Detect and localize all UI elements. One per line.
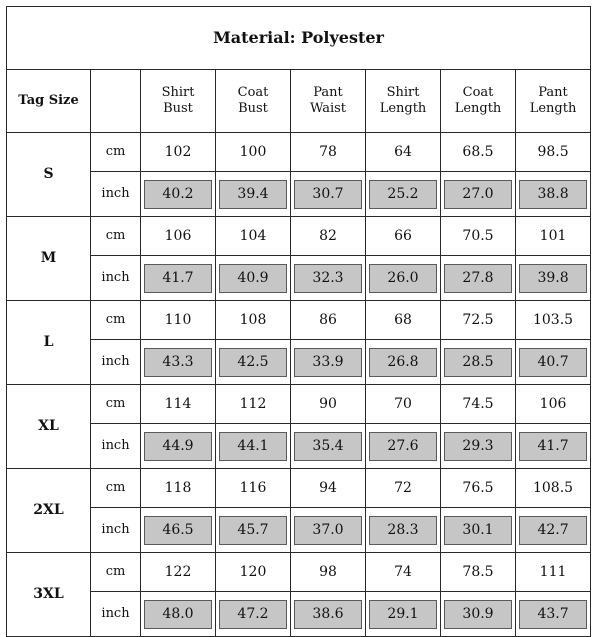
cm-value-cell: 104: [216, 217, 291, 256]
inch-value: 44.1: [219, 432, 287, 461]
inch-value: 38.6: [294, 600, 362, 629]
table-row: [7, 301, 591, 340]
inch-value: 38.8: [519, 180, 587, 209]
inch-value-cell: [366, 508, 441, 553]
inch-value: 42.5: [219, 348, 287, 377]
size-chart-table: [6, 6, 591, 637]
column-header: [291, 70, 366, 133]
table-row: [7, 385, 591, 424]
inch-value: 45.7: [219, 516, 287, 545]
column-header-line: Coat: [237, 85, 269, 101]
inch-value-cell: [291, 508, 366, 553]
cm-value-cell: 64: [366, 133, 441, 172]
inch-value: 30.1: [444, 516, 512, 545]
cm-value-cell: 68.5: [441, 133, 516, 172]
inch-value: 42.7: [519, 516, 587, 545]
inch-value-cell: [141, 592, 216, 637]
cm-value-cell: 106: [141, 217, 216, 256]
unit-label: inch: [91, 508, 141, 553]
unit-label: inch: [91, 256, 141, 301]
inch-value: 47.2: [219, 600, 287, 629]
inch-value-cell: [366, 256, 441, 301]
cm-value-cell: 74.5: [441, 385, 516, 424]
inch-value: 39.4: [219, 180, 287, 209]
unit-header: [91, 70, 141, 133]
table-row: [7, 172, 591, 217]
cm-value-cell: 112: [216, 385, 291, 424]
table-row: [7, 508, 591, 553]
inch-value-cell: [441, 256, 516, 301]
inch-value-cell: [291, 256, 366, 301]
cm-value-cell: 72: [366, 469, 441, 508]
inch-value: 35.4: [294, 432, 362, 461]
inch-value-cell: [366, 172, 441, 217]
column-header-line: Length: [529, 101, 577, 116]
inch-value-cell: [291, 172, 366, 217]
column-header: [216, 70, 291, 133]
inch-value: 37.0: [294, 516, 362, 545]
size-label: 2XL: [7, 469, 91, 553]
inch-value-cell: [216, 256, 291, 301]
inch-value-cell: [516, 340, 591, 385]
table-row: [7, 592, 591, 637]
tag-size-header: Tag Size: [7, 70, 91, 133]
cm-value-cell: 114: [141, 385, 216, 424]
unit-label: inch: [91, 424, 141, 469]
inch-value: 30.7: [294, 180, 362, 209]
inch-value: 27.8: [444, 264, 512, 293]
inch-value-cell: [216, 592, 291, 637]
unit-label: cm: [91, 217, 141, 256]
cm-value-cell: 94: [291, 469, 366, 508]
table-row: [7, 553, 591, 592]
cm-value-cell: 90: [291, 385, 366, 424]
inch-value: 28.5: [444, 348, 512, 377]
cm-value-cell: 108: [216, 301, 291, 340]
inch-value: 33.9: [294, 348, 362, 377]
cm-value-cell: 122: [141, 553, 216, 592]
inch-value-cell: [441, 424, 516, 469]
inch-value-cell: [441, 340, 516, 385]
inch-value-cell: [141, 340, 216, 385]
unit-label: inch: [91, 340, 141, 385]
inch-value-cell: [441, 172, 516, 217]
inch-value: 43.3: [144, 348, 212, 377]
cm-value-cell: 108.5: [516, 469, 591, 508]
inch-value: 43.7: [519, 600, 587, 629]
inch-value-cell: [291, 424, 366, 469]
inch-value: 25.2: [369, 180, 437, 209]
unit-label: cm: [91, 553, 141, 592]
cm-value-cell: 101: [516, 217, 591, 256]
cm-value-cell: 74: [366, 553, 441, 592]
inch-value: 41.7: [519, 432, 587, 461]
cm-value-cell: 70: [366, 385, 441, 424]
cm-value-cell: 78: [291, 133, 366, 172]
cm-value-cell: 82: [291, 217, 366, 256]
inch-value: 41.7: [144, 264, 212, 293]
inch-value-cell: [366, 592, 441, 637]
table-row: [7, 469, 591, 508]
inch-value-cell: [516, 508, 591, 553]
inch-value-cell: [516, 424, 591, 469]
cm-value-cell: 106: [516, 385, 591, 424]
column-header: [441, 70, 516, 133]
cm-value-cell: 120: [216, 553, 291, 592]
size-label: 3XL: [7, 553, 91, 637]
column-header-line: Shirt: [161, 85, 195, 101]
inch-value-cell: [216, 340, 291, 385]
column-header-line: Coat: [462, 85, 494, 101]
inch-value-cell: [141, 508, 216, 553]
cm-value-cell: 111: [516, 553, 591, 592]
inch-value: 40.2: [144, 180, 212, 209]
inch-value-cell: [516, 592, 591, 637]
cm-value-cell: 110: [141, 301, 216, 340]
inch-value: 30.9: [444, 600, 512, 629]
cm-value-cell: 98.5: [516, 133, 591, 172]
column-header-line: Pant: [538, 85, 568, 101]
inch-value-cell: [441, 508, 516, 553]
size-label: XL: [7, 385, 91, 469]
inch-value-cell: [141, 256, 216, 301]
size-label: M: [7, 217, 91, 301]
inch-value: 32.3: [294, 264, 362, 293]
cm-value-cell: 78.5: [441, 553, 516, 592]
unit-label: cm: [91, 133, 141, 172]
column-header-line: Waist: [309, 101, 347, 116]
cm-value-cell: 86: [291, 301, 366, 340]
cm-value-cell: 70.5: [441, 217, 516, 256]
table-row: [7, 217, 591, 256]
inch-value: 40.9: [219, 264, 287, 293]
inch-value-cell: [291, 592, 366, 637]
unit-label: inch: [91, 592, 141, 637]
inch-value-cell: [141, 172, 216, 217]
size-label: S: [7, 133, 91, 217]
unit-label: cm: [91, 301, 141, 340]
cm-value-cell: 103.5: [516, 301, 591, 340]
inch-value-cell: [366, 340, 441, 385]
cm-value-cell: 102: [141, 133, 216, 172]
inch-value: 27.0: [444, 180, 512, 209]
inch-value-cell: [366, 424, 441, 469]
inch-value: 27.6: [369, 432, 437, 461]
inch-value-cell: [216, 424, 291, 469]
column-header: [141, 70, 216, 133]
column-header-line: Length: [379, 101, 427, 116]
unit-label: inch: [91, 172, 141, 217]
cm-value-cell: 68: [366, 301, 441, 340]
unit-label: cm: [91, 469, 141, 508]
size-label: L: [7, 301, 91, 385]
column-header: [516, 70, 591, 133]
cm-value-cell: 66: [366, 217, 441, 256]
inch-value: 29.1: [369, 600, 437, 629]
table-row: [7, 133, 591, 172]
inch-value: 39.8: [519, 264, 587, 293]
cm-value-cell: 72.5: [441, 301, 516, 340]
inch-value-cell: [516, 172, 591, 217]
inch-value-cell: [516, 256, 591, 301]
column-header-line: Shirt: [386, 85, 420, 101]
inch-value-cell: [441, 592, 516, 637]
inch-value: 44.9: [144, 432, 212, 461]
inch-value: 48.0: [144, 600, 212, 629]
table-row: [7, 340, 591, 385]
inch-value-cell: [216, 172, 291, 217]
inch-value: 40.7: [519, 348, 587, 377]
inch-value-cell: [141, 424, 216, 469]
table-row: [7, 424, 591, 469]
cm-value-cell: 118: [141, 469, 216, 508]
column-header-line: Pant: [313, 85, 343, 101]
inch-value-cell: [291, 340, 366, 385]
column-header: [366, 70, 441, 133]
cm-value-cell: 116: [216, 469, 291, 508]
inch-value: 26.0: [369, 264, 437, 293]
inch-value: 28.3: [369, 516, 437, 545]
cm-value-cell: 100: [216, 133, 291, 172]
column-header-line: Bust: [163, 101, 193, 116]
inch-value: 29.3: [444, 432, 512, 461]
unit-label: cm: [91, 385, 141, 424]
column-header-line: Length: [454, 101, 502, 116]
cm-value-cell: 76.5: [441, 469, 516, 508]
inch-value: 46.5: [144, 516, 212, 545]
table-title: Material: Polyester: [7, 7, 591, 70]
table-row: [7, 256, 591, 301]
column-header-line: Bust: [238, 101, 268, 116]
cm-value-cell: 98: [291, 553, 366, 592]
inch-value-cell: [216, 508, 291, 553]
inch-value: 26.8: [369, 348, 437, 377]
